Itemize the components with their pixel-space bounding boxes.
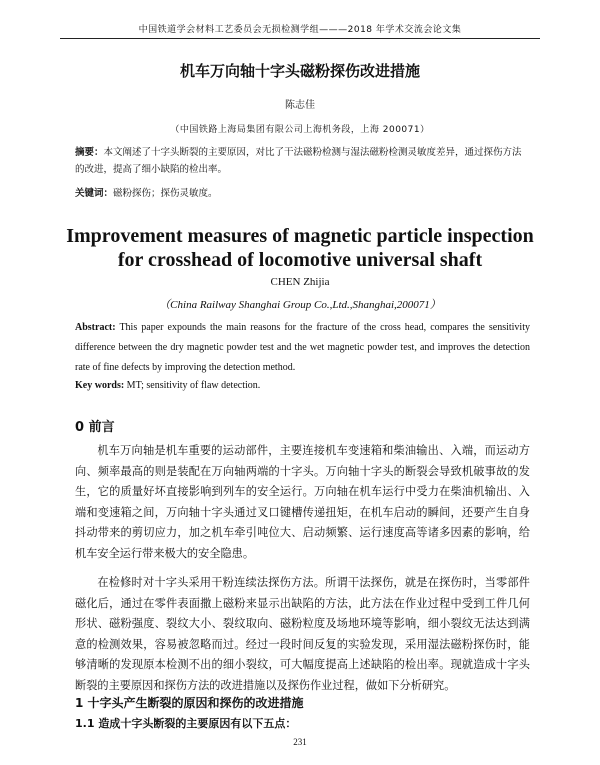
header-rule (60, 38, 540, 39)
keywords-en (75, 380, 530, 391)
affiliation-en: （China Railway Shanghai Group Co.,Ltd.,Shanghai,200071） (159, 299, 441, 311)
keywords-zh-text: 磁粉探伤；探伤灵敏度。 (113, 188, 218, 199)
abstract-zh-label: 摘要： (75, 147, 104, 158)
body-paragraph: 在检修时对十字头采用干粉连续法探伤方法。所谓干法探伤，就是在探伤时，当零部件磁化后，通过在零件表面撒上磁粉来显示出缺陷的方法，此方法在作业过程中受到工件几何形状、磁粉强度、裂纹大小、裂纹取向、磁粉粒度及场地环境等影响，细小裂纹无法达到满意的检测效果，容易被忽略而过。经过一段时间反复的实验发现，采用湿法磁粉探伤时，能够清晰的发现原本检测不出的细小裂纹，可大幅度提高上述缺陷的检出率。现就造成十字头断裂的主要原因和探伤方法的改进措施以及探伤作业过程，做如下分析研究。 (75, 576, 530, 692)
author-zh: 陈志佳 (285, 100, 315, 111)
keywords-zh (75, 185, 530, 199)
abstract-en-text: This paper expounds the main reasons for the fracture of the cross head, compares the sensitivity difference between the dry magnetic powder test and the wet magnetic powder test, and improves the detection rate of fine defects by improving the detection method. (75, 322, 530, 373)
abstract-zh-text: 本文阐述了十字头断裂的主要原因，对比了干法磁粉检测与湿法磁粉检测灵敏度差异，通过探伤方法的改进，提高了细小缺陷的检出率。 (75, 147, 522, 175)
affiliation-zh: （中国铁路上海局集团有限公司上海机务段，上海 200071） (170, 125, 430, 135)
page-number: 231 (293, 737, 307, 747)
abstract-en (75, 318, 530, 378)
section-heading-preface: 0 前言 (75, 420, 115, 435)
keywords-zh-label: 关键词： (75, 188, 114, 199)
author-en: CHEN Zhijia (270, 276, 330, 288)
keywords-en-label: Key words: (75, 380, 125, 391)
keywords-en-text: MT; sensitivity of flaw detection. (126, 380, 261, 391)
title-zh: 机车万向轴十字头磁粉探伤改进措施 (179, 62, 420, 80)
section-heading-1: 1 十字头产生断裂的原因和探伤的改进措施 (75, 696, 304, 710)
subsection-heading-1-1: 1.1 造成十字头断裂的主要原因有以下五点： (75, 717, 297, 730)
abstract-en-label: Abstract: (75, 322, 116, 333)
title-en: Improvement measures of magnetic particle inspection for crosshead of locomotive universal shaft (66, 225, 534, 271)
running-header: 中国铁道学会材料工艺委员会无损检测学组———2018 年学术交流会论文集 (138, 25, 462, 35)
body-paragraph: 机车万向轴是机车重要的运动部件，主要连接机车变速箱和柴油输出、入端，而运动方向、频率最高的则是装配在万向轴两端的十字头。万向轴十字头的断裂会导致机破事故的发生，它的质量好坏直接影响到列车的安全运行。万向轴在机车运行中受力在柴油机输出、入端和变速箱之间，万向轴十字头通过叉口键槽传递扭矩，在机车启动的瞬间，还要产生自身抖动带来的剪切应力，加之机车牵引吨位大、启动频繁、运行速度高等诸多因素的影响，给机车安全运行带来极大的安全隐患。 (75, 444, 530, 560)
abstract-zh (75, 144, 530, 178)
